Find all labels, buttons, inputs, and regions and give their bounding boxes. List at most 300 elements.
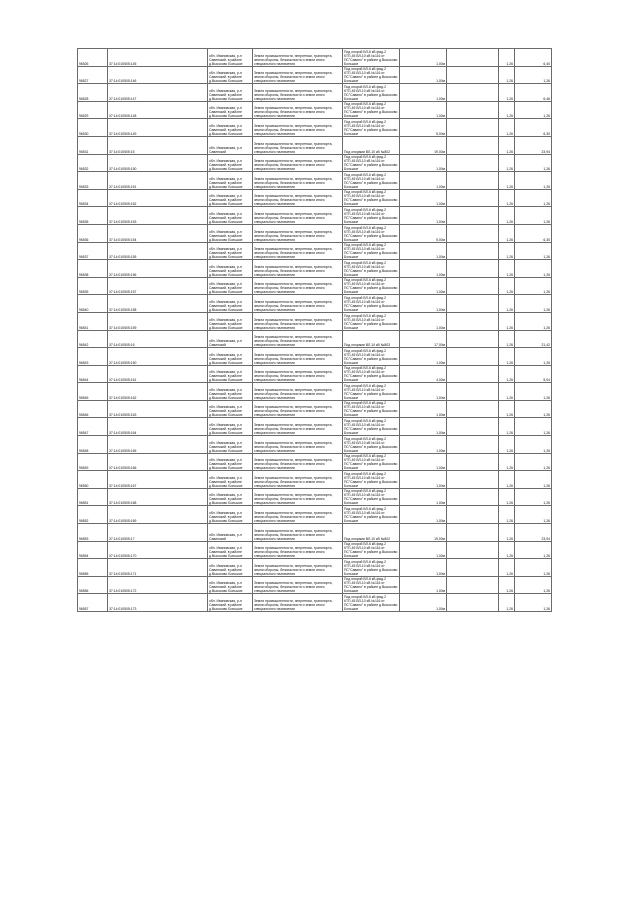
area-text: 1,00м	[436, 483, 445, 488]
value-cell	[515, 365, 552, 383]
table-row	[78, 348, 552, 366]
rate-cell	[499, 453, 515, 471]
permitted-use-cell	[343, 172, 400, 190]
permitted-use-cell	[343, 594, 400, 612]
value-cell	[515, 136, 552, 154]
address-cell	[208, 524, 253, 542]
id-text: 96533	[79, 184, 89, 189]
address-cell	[208, 207, 253, 225]
cat-text: Земли промышленности, энергетики, транспорта, земли обороны, безопасности и земли иного специального назначения	[254, 493, 333, 506]
val-text: 23,94	[541, 149, 550, 154]
table-row	[78, 541, 552, 559]
rate-cell	[499, 418, 515, 436]
row-id-cell	[78, 559, 108, 577]
rate-text: 1,26	[506, 501, 513, 506]
id-text: 96537	[79, 255, 89, 260]
rate-text: 1,26	[506, 307, 513, 312]
permitted-use-cell	[343, 383, 400, 401]
area-cell	[400, 154, 447, 172]
row-id-cell	[78, 436, 108, 454]
address-cell	[208, 488, 253, 506]
value-cell	[515, 400, 552, 418]
rate-cell	[499, 277, 515, 295]
use-text: Под опорой ВЛ-6 кВ фид.2 КТП-45 ВЛ-10 кВ №116 от ПС"Савино" в районе д.Высоково Большое	[344, 260, 398, 277]
rate-cell	[499, 242, 515, 260]
address-cell	[208, 330, 253, 348]
address-cell	[208, 576, 253, 594]
use-text: Под опорой ВЛ-6 кВ фид.2 КТП-45 ВЛ-10 кВ №116 от ПС"Савино" в районе д.Высоково Большое	[344, 119, 398, 136]
use-text: Под опорой ВЛ-6 кВ фид.2 КТП-45 ВЛ-10 кВ №116 от ПС"Савино" в районе д.Высоково Большое	[344, 243, 398, 260]
addr-text: обл. Ивановская, р-н Савинский, в районе д.Высоково Большое	[209, 88, 243, 101]
cat-text: Земли промышленности, энергетики, транспорта, земли обороны, безопасности и земли иного специального назначения	[254, 123, 333, 136]
rate-text: 1,26	[506, 466, 513, 471]
area-text: 1,00м	[436, 571, 445, 576]
rate-text: 1,26	[506, 96, 513, 101]
land-category-cell	[253, 418, 343, 436]
land-category-cell	[253, 594, 343, 612]
cat-text: Земли промышленности, энергетики, транспорта, земли обороны, безопасности и земли иного специального назначения	[254, 106, 333, 119]
rate-text: 1,26	[506, 219, 513, 224]
address-cell	[208, 559, 253, 577]
val-text: 1,26	[543, 554, 550, 559]
row-id-cell	[78, 154, 108, 172]
rate-text: 1,26	[506, 184, 513, 189]
permitted-use-cell	[343, 400, 400, 418]
cad-text: 37:14:010505:159	[109, 325, 137, 330]
cad-text: 37:14:010505:146	[109, 79, 137, 84]
permitted-use-cell	[343, 559, 400, 577]
address-cell	[208, 418, 253, 436]
area-text: 1,00м	[436, 431, 445, 436]
area-cell	[400, 224, 447, 242]
address-cell	[208, 541, 253, 559]
empty-cell	[447, 488, 499, 506]
cad-text: 37:14:010505:163	[109, 413, 137, 418]
land-category-cell	[253, 436, 343, 454]
use-text: Под опорой ВЛ-6 кВ фид.2 КТП-45 ВЛ-10 кВ №116 от ПС"Савино" в районе д.Высоково Большое	[344, 419, 398, 436]
rate-cell	[499, 154, 515, 172]
val-text: 1,26	[543, 202, 550, 207]
cat-text: Земли промышленности, энергетики, транспорта, земли обороны, безопасности и земли иного специального назначения	[254, 247, 333, 260]
value-cell	[515, 488, 552, 506]
cat-text: Земли промышленности, энергетики, транспорта, земли обороны, безопасности и земли иного специального назначения	[254, 71, 333, 84]
id-text: 96552	[79, 519, 89, 524]
land-category-cell	[253, 471, 343, 489]
cat-text: Земли промышленности, энергетики, транспорта, земли обороны, безопасности и земли иного специального назначения	[254, 581, 333, 594]
area-text: 1,00м	[436, 466, 445, 471]
row-id-cell	[78, 330, 108, 348]
addr-text: обл. Ивановская, р-н Савинский, в районе д.Высоково Большое	[209, 405, 243, 418]
empty-cell	[447, 506, 499, 524]
rate-text: 1,26	[506, 79, 513, 84]
empty-cell	[447, 348, 499, 366]
address-cell	[208, 471, 253, 489]
cat-text: Земли промышленности, энергетики, транспорта, земли обороны, безопасности и земли иного специального назначения	[254, 546, 333, 559]
table-row	[78, 365, 552, 383]
area-cell	[400, 49, 447, 67]
row-id-cell	[78, 312, 108, 330]
value-cell	[515, 84, 552, 102]
cat-text: Земли промышленности, энергетики, транспорта, земли обороны, безопасности и земли иного специального назначения	[254, 352, 333, 365]
value-cell	[515, 101, 552, 119]
address-cell	[208, 172, 253, 190]
value-cell	[515, 277, 552, 295]
area-cell	[400, 453, 447, 471]
cad-text: 37:14:010505:166	[109, 466, 137, 471]
id-text: 96539	[79, 290, 89, 295]
row-id-cell	[78, 348, 108, 366]
empty-cell	[447, 383, 499, 401]
table-row	[78, 295, 552, 313]
cad-text: 37:14:010505:17	[109, 536, 135, 541]
use-text: Под опорой ВЛ-6 кВ фид.2 КТП-45 ВЛ-10 кВ №116 от ПС"Савино" в районе д.Высоково Большое	[344, 348, 398, 365]
use-text: Под опорой ВЛ-6 кВ фид.2 КТП-45 ВЛ-10 кВ №116 от ПС"Савино" в районе д.Высоково Большое	[344, 295, 398, 312]
address-cell	[208, 242, 253, 260]
cadastral-number-cell	[108, 436, 208, 454]
cadastral-number-cell	[108, 224, 208, 242]
area-cell	[400, 348, 447, 366]
table-row	[78, 488, 552, 506]
land-category-cell	[253, 453, 343, 471]
id-text: 96545	[79, 395, 89, 400]
use-text: Под опорой ВЛ-6 кВ фид.2 КТП-45 ВЛ-10 кВ №116 от ПС"Савино" в районе д.Высоково Большое	[344, 207, 398, 224]
use-text: Под опорой ВЛ-6 кВ фид.2 КТП-45 ВЛ-10 кВ №116 от ПС"Савино" в районе д.Высоково Большое	[344, 313, 398, 330]
id-text: 96536	[79, 237, 89, 242]
rate-cell	[499, 330, 515, 348]
rate-text: 1,26	[506, 272, 513, 277]
rate-text: 1,26	[506, 571, 513, 576]
cad-text: 37:14:010505:162	[109, 395, 137, 400]
value-cell	[515, 541, 552, 559]
use-text: Под опорой ВЛ-6 кВ фид.2 КТП-45 ВЛ-10 кВ №116 от ПС"Савино" в районе д.Высоково Большое	[344, 190, 398, 207]
row-id-cell	[78, 49, 108, 67]
empty-cell	[447, 418, 499, 436]
rate-text: 1,26	[506, 167, 513, 172]
cad-text: 37:14:010505:152	[109, 202, 137, 207]
cad-text: 37:14:010505:151	[109, 184, 137, 189]
address-cell	[208, 84, 253, 102]
address-cell	[208, 453, 253, 471]
cad-text: 37:14:010505:16	[109, 343, 135, 348]
area-cell	[400, 101, 447, 119]
use-text: Под опорой ВЛ-6 кВ фид.2 КТП-45 ВЛ-10 кВ №116 от ПС"Савино" в районе д.Высоково Большое	[344, 595, 398, 611]
addr-text: обл. Ивановская, р-н Савинский, в районе д.Высоково Большое	[209, 176, 243, 189]
rate-cell	[499, 541, 515, 559]
area-text: 17,00м	[434, 343, 445, 348]
cat-text: Земли промышленности, энергетики, транспорта, земли обороны, безопасности и земли иного специального назначения	[254, 511, 333, 524]
cadastral-number-cell	[108, 383, 208, 401]
table-row	[78, 189, 552, 207]
rate-cell	[499, 49, 515, 67]
permitted-use-cell	[343, 154, 400, 172]
rate-cell	[499, 471, 515, 489]
value-cell	[515, 66, 552, 84]
id-text: 96528	[79, 96, 89, 101]
val-text: 1,26	[543, 413, 550, 418]
cadastral-number-cell	[108, 207, 208, 225]
id-text: 96542	[79, 343, 89, 348]
rate-text: 1,26	[506, 431, 513, 436]
permitted-use-cell	[343, 277, 400, 295]
area-cell	[400, 594, 447, 612]
table-row	[78, 436, 552, 454]
address-cell	[208, 189, 253, 207]
val-text: 21,42	[541, 343, 550, 348]
use-text: Под опорой ВЛ-6 кВ фид.2 КТП-45 ВЛ-10 кВ №116 от ПС"Савино" в районе д.Высоково Большое	[344, 225, 398, 242]
rate-cell	[499, 136, 515, 154]
empty-cell	[447, 189, 499, 207]
id-text: 96555	[79, 571, 89, 576]
area-cell	[400, 418, 447, 436]
address-cell	[208, 506, 253, 524]
table-row	[78, 242, 552, 260]
value-cell	[515, 260, 552, 278]
area-cell	[400, 488, 447, 506]
id-text: 96550	[79, 483, 89, 488]
cad-text: 37:14:010505:15	[109, 149, 135, 154]
address-cell	[208, 277, 253, 295]
cat-text: Земли промышленности, энергетики, транспорта, земли обороны, безопасности и земли иного специального назначения	[254, 194, 333, 207]
table-row	[78, 49, 552, 67]
address-cell	[208, 49, 253, 67]
val-text: 6,40	[543, 61, 550, 66]
empty-cell	[447, 436, 499, 454]
empty-cell	[447, 594, 499, 612]
empty-cell	[447, 295, 499, 313]
area-cell	[400, 260, 447, 278]
val-text: 1,26	[543, 519, 550, 524]
val-text: 1,26	[543, 325, 550, 330]
address-cell	[208, 136, 253, 154]
empty-cell	[447, 312, 499, 330]
area-cell	[400, 277, 447, 295]
area-cell	[400, 172, 447, 190]
row-id-cell	[78, 136, 108, 154]
val-text: 1,26	[543, 167, 550, 172]
cadastral-number-cell	[108, 260, 208, 278]
use-text: Под опорой ВЛ-6 кВ фид.2 КТП-45 ВЛ-10 кВ №116 от ПС"Савино" в районе д.Высоково Большое	[344, 102, 398, 119]
value-cell	[515, 594, 552, 612]
table-row	[78, 277, 552, 295]
addr-text: обл. Ивановская, р-н Савинский, в районе д.Высоково Большое	[209, 194, 243, 207]
row-id-cell	[78, 101, 108, 119]
cat-text: Земли промышленности, энергетики, транспорта, земли обороны, безопасности и земли иного специального назначения	[254, 211, 333, 224]
rate-text: 1,26	[506, 114, 513, 119]
row-id-cell	[78, 207, 108, 225]
land-category-cell	[253, 119, 343, 137]
permitted-use-cell	[343, 541, 400, 559]
area-text: 1,00м	[436, 290, 445, 295]
rate-text: 1,26	[506, 589, 513, 594]
val-text: 1,26	[543, 184, 550, 189]
row-id-cell	[78, 189, 108, 207]
table-row	[78, 506, 552, 524]
row-id-cell	[78, 84, 108, 102]
id-text: 96543	[79, 360, 89, 365]
area-text: 5,00м	[436, 131, 445, 136]
empty-cell	[447, 559, 499, 577]
use-text: Под опорой ВЛ-6 кВ фид.2 КТП-45 ВЛ-10 кВ №116 от ПС"Савино" в районе д.Высоково Большое	[344, 67, 398, 84]
value-cell	[515, 576, 552, 594]
rate-text: 1,26	[506, 448, 513, 453]
land-category-cell	[253, 365, 343, 383]
val-text: 1,26	[543, 219, 550, 224]
use-text: Под опорой ВЛ-6 кВ фид.2 КТП-45 ВЛ-10 кВ №116 от ПС"Савино" в районе д.Высоково Большое	[344, 454, 398, 471]
empty-cell	[447, 49, 499, 67]
area-cell	[400, 576, 447, 594]
empty-cell	[447, 136, 499, 154]
cat-text: Земли промышленности, энергетики, транспорта, земли обороны, безопасности и земли иного специального назначения	[254, 387, 333, 400]
val-text: 1,26	[543, 501, 550, 506]
table-row	[78, 172, 552, 190]
area-text: 1,00м	[436, 395, 445, 400]
cadastral-number-cell	[108, 559, 208, 577]
val-text: 1,26	[543, 272, 550, 277]
area-text: 1,00м	[436, 501, 445, 506]
area-text: 1,00м	[436, 202, 445, 207]
area-text: 1,00м	[436, 79, 445, 84]
rate-text: 1,26	[506, 131, 513, 136]
table-row	[78, 524, 552, 542]
rate-cell	[499, 224, 515, 242]
id-text: 96534	[79, 202, 89, 207]
address-cell	[208, 119, 253, 137]
addr-text: обл. Ивановская, р-н Савинский, в районе д.Высоково Большое	[209, 106, 243, 119]
val-text: 6,46	[543, 96, 550, 101]
rate-text: 1,26	[506, 61, 513, 66]
address-cell	[208, 101, 253, 119]
val-text: 1,26	[543, 290, 550, 295]
area-cell	[400, 66, 447, 84]
id-text: 96540	[79, 307, 89, 312]
rate-text: 1,26	[506, 607, 513, 611]
land-category-cell	[253, 154, 343, 172]
land-category-cell	[253, 541, 343, 559]
address-cell	[208, 66, 253, 84]
address-cell	[208, 260, 253, 278]
use-text: Под опорой ВЛ-6 кВ фид.2 КТП-45 ВЛ-10 кВ №116 от ПС"Савино" в районе д.Высоково Большое	[344, 84, 398, 101]
cadastral-number-cell	[108, 594, 208, 612]
use-text: Под опорой ВЛ-6 кВ фид.2 КТП-45 ВЛ-10 кВ №116 от ПС"Савино" в районе д.Высоково Большое	[344, 49, 398, 66]
cadastral-number-cell	[108, 330, 208, 348]
addr-text: обл. Ивановская, р-н Савинский, в районе д.Высоково Большое	[209, 247, 243, 260]
id-text: 96529	[79, 114, 89, 119]
area-cell	[400, 524, 447, 542]
table-row	[78, 576, 552, 594]
addr-text: обл. Ивановская, р-н Савинский, в районе д.Высоково Большое	[209, 599, 243, 611]
addr-text: обл. Ивановская, р-н Савинский, в районе д.Высоково Большое	[209, 282, 243, 295]
permitted-use-cell	[343, 189, 400, 207]
addr-text: обл. Ивановская, р-н Савинский, в районе д.Высоково Большое	[209, 352, 243, 365]
land-category-cell	[253, 383, 343, 401]
table-row	[78, 260, 552, 278]
cat-text: Земли промышленности, энергетики, транспорта, земли обороны, безопасности и земли иного специального назначения	[254, 563, 333, 576]
rate-text: 1,26	[506, 202, 513, 207]
addr-text: обл. Ивановская, р-н Савинский, в районе д.Высоково Большое	[209, 71, 243, 84]
permitted-use-cell	[343, 49, 400, 67]
address-cell	[208, 400, 253, 418]
empty-cell	[447, 453, 499, 471]
row-id-cell	[78, 576, 108, 594]
table-row	[78, 207, 552, 225]
rate-cell	[499, 66, 515, 84]
empty-cell	[447, 260, 499, 278]
row-id-cell	[78, 594, 108, 612]
rate-cell	[499, 383, 515, 401]
area-cell	[400, 365, 447, 383]
addr-text: обл. Ивановская, р-н Савинский, в районе д.Высоково Большое	[209, 563, 243, 576]
rate-cell	[499, 101, 515, 119]
value-cell	[515, 172, 552, 190]
empty-cell	[447, 172, 499, 190]
addr-text: обл. Ивановская, р-н Савинский	[209, 145, 242, 154]
value-cell	[515, 471, 552, 489]
land-category-cell	[253, 207, 343, 225]
cadastral-number-cell	[108, 84, 208, 102]
rate-text: 1,26	[506, 395, 513, 400]
address-cell	[208, 154, 253, 172]
use-text: Под опорой ВЛ-6 кВ фид.2 КТП-45 ВЛ-10 кВ №116 от ПС"Савино" в районе д.Высоково Большое	[344, 507, 398, 524]
cat-text: Земли промышленности, энергетики, транспорта, земли обороны, безопасности и земли иного специального назначения	[254, 229, 333, 242]
permitted-use-cell	[343, 260, 400, 278]
area-cell	[400, 312, 447, 330]
permitted-use-cell	[343, 330, 400, 348]
area-text: 19,00м	[434, 149, 445, 154]
value-cell	[515, 330, 552, 348]
val-text: 1,26	[543, 395, 550, 400]
value-cell	[515, 383, 552, 401]
rate-cell	[499, 119, 515, 137]
value-cell	[515, 453, 552, 471]
permitted-use-cell	[343, 224, 400, 242]
val-text: 1,26	[543, 571, 550, 576]
table-row	[78, 154, 552, 172]
addr-text: обл. Ивановская, р-н Савинский, в районе д.Высоково Большое	[209, 317, 243, 330]
table-row	[78, 330, 552, 348]
row-id-cell	[78, 172, 108, 190]
area-cell	[400, 207, 447, 225]
rate-cell	[499, 207, 515, 225]
row-id-cell	[78, 224, 108, 242]
val-text: 1,26	[543, 448, 550, 453]
rate-text: 1,26	[506, 290, 513, 295]
area-text: 1,00м	[436, 360, 445, 365]
value-cell	[515, 189, 552, 207]
rate-cell	[499, 576, 515, 594]
cadastral-number-cell	[108, 312, 208, 330]
rate-cell	[499, 436, 515, 454]
row-id-cell	[78, 383, 108, 401]
cat-text: Земли промышленности, энергетики, транспорта, земли обороны, безопасности и земли иного специального назначения	[254, 317, 333, 330]
val-text: 1,26	[543, 466, 550, 471]
empty-cell	[447, 330, 499, 348]
empty-cell	[447, 154, 499, 172]
id-text: 96557	[79, 607, 89, 611]
permitted-use-cell	[343, 207, 400, 225]
empty-cell	[447, 101, 499, 119]
permitted-use-cell	[343, 295, 400, 313]
value-cell	[515, 436, 552, 454]
rate-cell	[499, 400, 515, 418]
row-id-cell	[78, 119, 108, 137]
cadastral-number-cell	[108, 242, 208, 260]
rate-cell	[499, 260, 515, 278]
permitted-use-cell	[343, 66, 400, 84]
row-id-cell	[78, 260, 108, 278]
area-cell	[400, 119, 447, 137]
id-text: 96535	[79, 219, 89, 224]
area-text: 1,00м	[436, 167, 445, 172]
